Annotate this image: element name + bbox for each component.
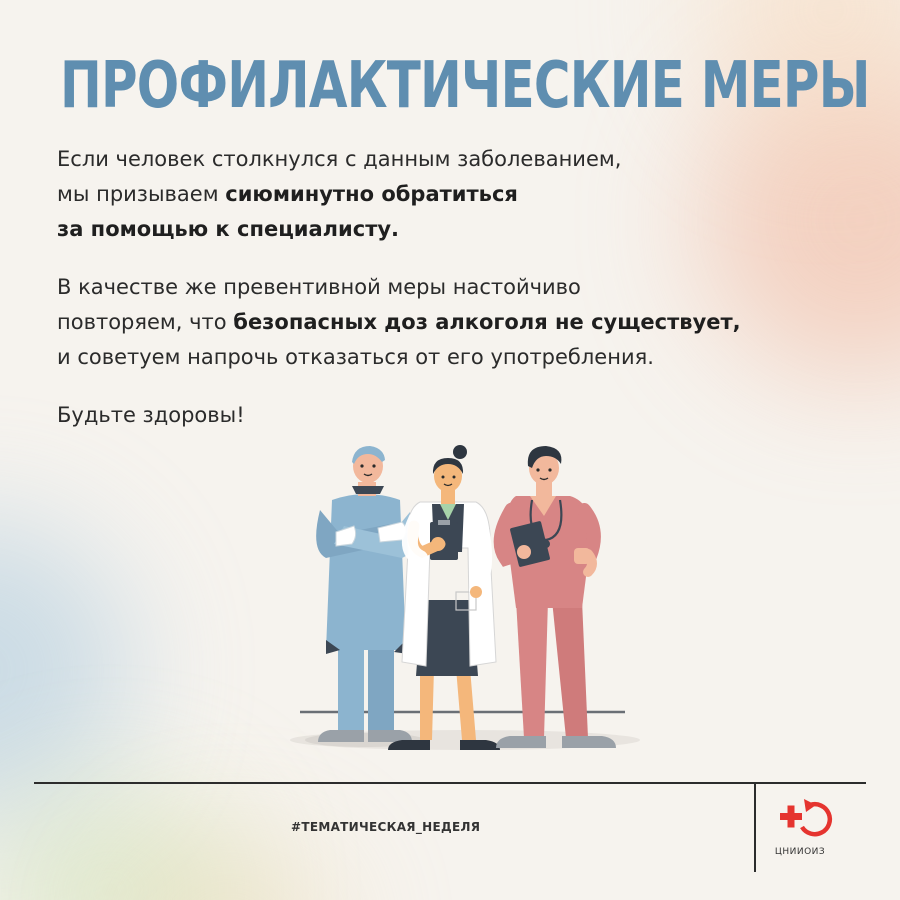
paragraph2-line1: В качестве же превентивной меры настойчиво xyxy=(57,275,581,299)
surgeon-figure xyxy=(316,446,414,742)
hashtag-text: #ТЕМАТИЧЕСКАЯ_НЕДЕЛЯ xyxy=(291,820,481,834)
paragraph2-line2-bold: безопасных доз алкоголя не существует, xyxy=(233,310,741,334)
closing-text: Будьте здоровы! xyxy=(57,403,245,427)
paragraph1-line2: мы призываем xyxy=(57,182,226,206)
footer-divider-vertical xyxy=(754,782,756,872)
paragraph1-line3-bold: за помощью к специалисту. xyxy=(57,217,400,241)
doctor-woman-figure xyxy=(388,445,500,750)
logo-text: ЦНИИОИЗ xyxy=(774,847,826,857)
page-title: ПРОФИЛАКТИЧЕСКИЕ МЕРЫ xyxy=(60,49,870,123)
cross-refresh-logo-icon xyxy=(778,795,838,839)
paragraph2-line2: повторяем, что xyxy=(57,310,234,334)
paragraph-specialist xyxy=(57,142,857,247)
footer-divider-horizontal xyxy=(34,782,866,784)
doctor-man-figure xyxy=(496,446,616,748)
paragraph1-line1: Если человек столкнулся с данным заболеванием, xyxy=(57,147,622,171)
paragraph2-line3: и советуем напрочь отказаться от его употребления. xyxy=(57,345,654,369)
decor-blob xyxy=(0,520,130,820)
paragraph-prevention xyxy=(57,270,857,375)
doctors-illustration xyxy=(270,440,650,760)
paragraph1-line2-bold: сиюминутно обратиться xyxy=(225,182,518,206)
